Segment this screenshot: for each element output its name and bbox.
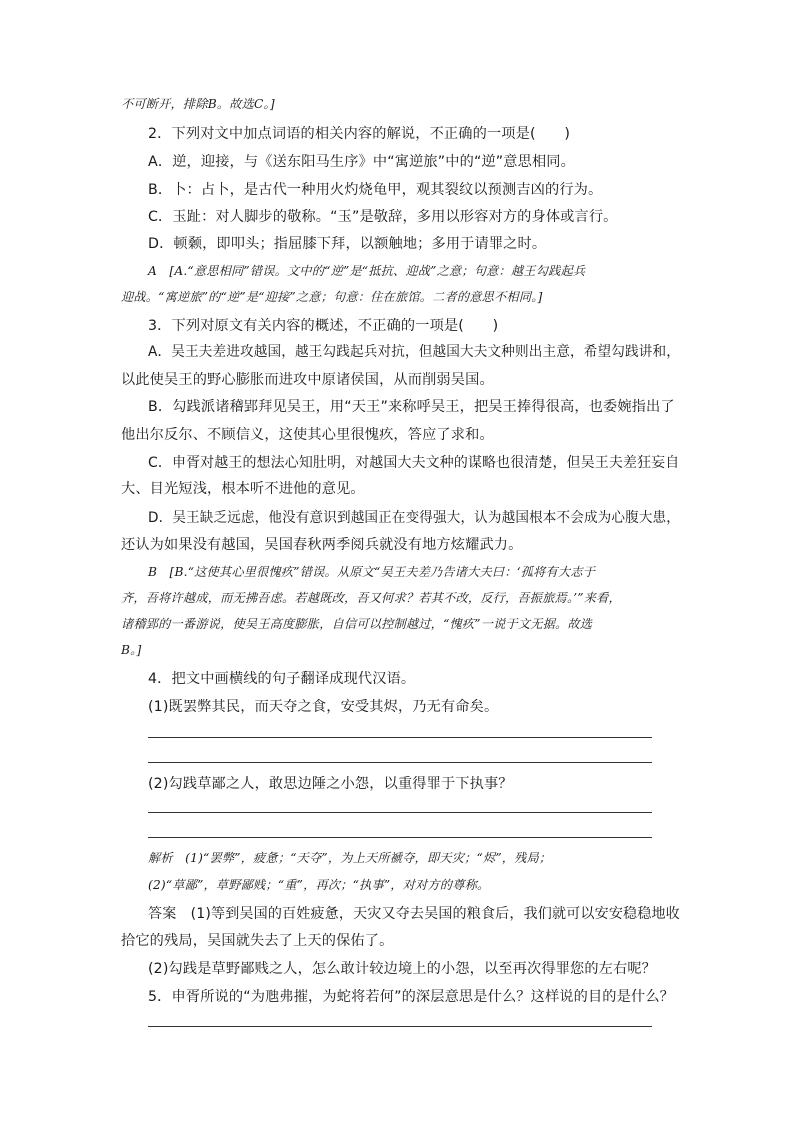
question-3-option-a: A．吴王夫差进攻越国，越王勾践起兵对抗，但越国大夫文种则出主意，希望勾践讲和， bbox=[148, 344, 680, 360]
question-2-option-b: B．卜：占卜，是古代一种用火灼烧龟甲，观其裂纹以预测吉凶的行为。 bbox=[148, 182, 603, 198]
question-3-option-b-cont: 他出尔反尔、不顾信义，这使其心里很愧疚，答应了求和。 bbox=[121, 427, 494, 443]
question-3-option-c: C．申胥对越王的想法心知肚明，对越国大夫文种的谋略也很清楚，但吴王夫差狂妄自 bbox=[148, 455, 680, 471]
answer-line bbox=[148, 737, 652, 738]
question-5-stem: 5．申胥所说的“为虺弗摧，为蛇将若何”的深层意思是什么？这样说的目的是什么？ bbox=[148, 989, 674, 1005]
answer-line bbox=[148, 762, 652, 763]
question-3-answer: B [B.“这使其心里很愧疚”错误。从原文“吴王夫差乃告诸大夫曰：‘孤将有大志于 bbox=[148, 565, 596, 579]
question-4-answer-1-cont: 拾它的残局，吴国就失去了上天的保佑了。 bbox=[121, 933, 394, 949]
question-3-option-d: D．吴王缺乏远虑，他没有意识到越国正在变得强大，认为越国根本不会成为心腹大患， bbox=[148, 510, 681, 526]
question-2-answer-cont: 迎战。“寓逆旅”的“逆”是“迎接”之意；句意：住在旅馆。二者的意思不相同。] bbox=[121, 290, 543, 304]
question-2-option-d: D．顿颡，即叩头；指屈膝下拜，以额触地；多用于请罪之时。 bbox=[148, 236, 547, 252]
answer-line bbox=[148, 812, 652, 813]
question-4-analysis: 解析 (1)“罢弊”，疲惫；“天夺”，为上天所褫夺，即天灾；“烬”，残局； bbox=[148, 851, 552, 865]
prev-answer-tail: 不可断开，排除B。故选C。] bbox=[121, 97, 275, 111]
question-4-sentence-2: (2)勾践草鄙之人，敢思边陲之小怨，以重得罪于下执事？ bbox=[148, 776, 513, 792]
question-3-stem: 3．下列对原文有关内容的概述，不正确的一项是( ) bbox=[148, 318, 499, 334]
answer-line bbox=[148, 1026, 652, 1027]
question-2-stem: 2．下列对文中加点词语的相关内容的解说，不正确的一项是( ) bbox=[148, 126, 570, 142]
question-3-option-c-cont: 大、目光短浅，根本听不进他的意见。 bbox=[121, 481, 365, 497]
question-3-answer-cont-2: 诸稽郢的一番游说，使吴王高度膨胀，自信可以控制越过，“愧疚”一说于文无据。故选 bbox=[121, 617, 593, 631]
question-4-answer-1: 答案 (1)等到吴国的百姓疲惫，天灾又夺去吴国的粮食后，我们就可以安安稳稳地收 bbox=[148, 906, 680, 922]
question-4-stem: 4．把文中画横线的句子翻译成现代汉语。 bbox=[148, 671, 416, 687]
question-3-option-d-cont: 还认为如果没有越国，吴国春秋两季阅兵就没有地方炫耀武力。 bbox=[121, 537, 523, 553]
question-3-answer-cont-1: 齐，吾将许越成，而无拂吾虑。若越既改，吾又何求？若其不改，反行，吾振旅焉。’”来看， bbox=[121, 591, 621, 605]
question-2-option-a: A．逆，迎接，与《送东阳马生序》中“寓逆旅”中的“逆”意思相同。 bbox=[148, 154, 575, 170]
question-3-answer-cont-3: B。] bbox=[121, 643, 142, 657]
question-2-answer: A [A.“意思相同”错误。文中的“逆”是“抵抗、迎战”之意；句意：越王勾践起兵 bbox=[148, 264, 586, 278]
answer-line bbox=[148, 837, 652, 838]
question-3-option-b: B．勾践派诸稽郢拜见吴王，用“天王”来称呼吴王，把吴王捧得很高，也委婉指出了 bbox=[148, 399, 675, 415]
question-4-analysis-cont: (2)“草鄙”，草野鄙贱；“重”，再次；“执事”，对对方的尊称。 bbox=[148, 878, 490, 892]
question-3-option-a-cont: 以此使吴王的野心膨胀而进攻中原诸侯国，从而削弱吴国。 bbox=[121, 372, 494, 388]
question-2-option-c: C．玉趾：对人脚步的敬称。“玉”是敬辞，多用以形容对方的身体或言行。 bbox=[148, 209, 618, 225]
question-4-answer-2: (2)勾践是草野鄙贱之人，怎么敢计较边境上的小怨，以至再次得罪您的左右呢？ bbox=[148, 961, 657, 977]
question-4-sentence-1: (1)既罢弊其民，而天夺之食，安受其烬，乃无有命矣。 bbox=[148, 699, 499, 715]
